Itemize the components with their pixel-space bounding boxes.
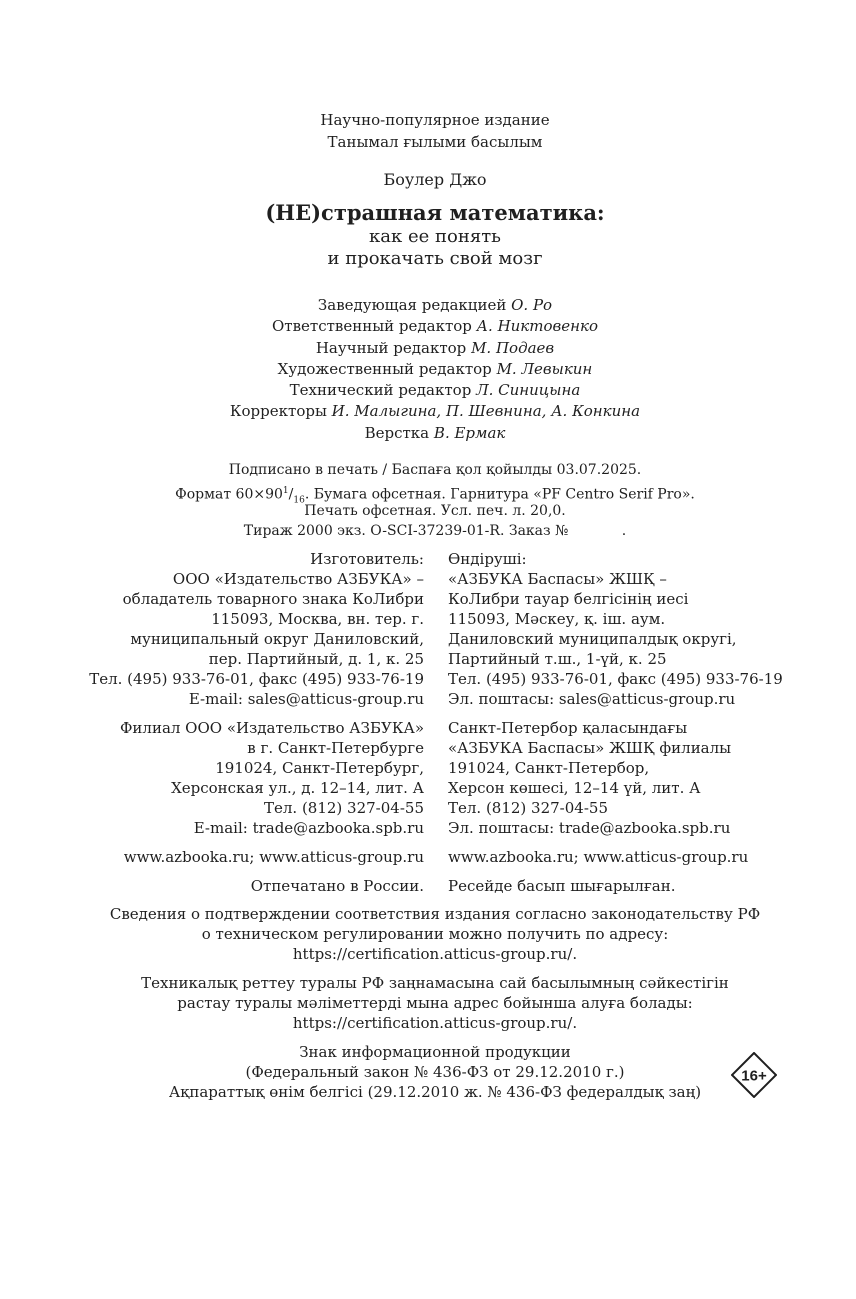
credit-line: Верстка В. Ермак bbox=[364, 424, 506, 442]
cert-ru-line: о техническом регулировании можно получить по адресу: bbox=[201, 925, 669, 943]
printed-in-kz: Ресейде басып шығарылған. bbox=[448, 877, 676, 895]
branch-ru-line: в г. Санкт-Петербурге bbox=[247, 739, 424, 757]
branch-kz-line: Эл. поштасы: trade@azbooka.spb.ru bbox=[448, 819, 731, 837]
manufacturer-ru-line: Тел. (495) 933-76-01, факс (495) 933-76-19 bbox=[89, 670, 424, 688]
manufacturer-kz-line: «АЗБУКА Баспасы» ЖШҚ – bbox=[448, 570, 667, 588]
manufacturer-kz-line: 115093, Мәскеу, қ. іш. аум. bbox=[448, 610, 666, 628]
branch-kz-line: Херсон көшесі, 12–14 үй, лит. А bbox=[448, 779, 701, 797]
credit-line: Ответственный редактор А. Никтовенко bbox=[271, 317, 598, 335]
info-mark-line: Ақпараттық өнім белгісі (29.12.2010 ж. № 436-ФЗ федералдық заң) bbox=[168, 1083, 702, 1101]
printed-in-ru: Отпечатано в России. bbox=[250, 877, 424, 895]
manufacturer-kz-line: Партийный т.ш., 1-үй, к. 25 bbox=[448, 650, 667, 668]
manufacturer-ru-line: обладатель товарного знака КоЛибри bbox=[122, 590, 424, 608]
edition-kind-kz: Танымал ғылыми басылым bbox=[327, 133, 543, 151]
branch-ru-line: Тел. (812) 327-04-55 bbox=[264, 799, 424, 817]
cert-kz-line: Техникалық реттеу туралы РФ заңнамасына сай басылымның сәйкестігін bbox=[141, 974, 729, 992]
branch-kz-line: 191024, Санкт-Петербор, bbox=[448, 759, 650, 777]
manufacturer-ru-line: ООО «Издательство АЗБУКА» – bbox=[172, 570, 424, 588]
book-subtitle-1: как ее понять bbox=[369, 226, 501, 247]
website-ru: www.azbooka.ru; www.atticus-group.ru bbox=[123, 848, 424, 866]
credit-line: Художественный редактор М. Левыкин bbox=[277, 360, 593, 378]
manufacturer-ru-line: пер. Партийный, д. 1, к. 25 bbox=[208, 650, 424, 668]
manufacturer-ru-line: E-mail: sales@atticus-group.ru bbox=[188, 690, 424, 708]
manufacturer-kz-line: Даниловский муниципалдық округі, bbox=[448, 630, 737, 648]
website-kz: www.azbooka.ru; www.atticus-group.ru bbox=[448, 848, 749, 866]
credit-line: Корректоры И. Малыгина, П. Шевнина, А. Конкина bbox=[229, 402, 641, 420]
age-rating-diamond-icon bbox=[731, 1052, 777, 1098]
branch-ru-line: 191024, Санкт-Петербург, bbox=[215, 759, 424, 777]
manufacturer-ru-line: 115093, Москва, вн. тер. г. bbox=[211, 610, 424, 628]
manufacturer-kz-line: КоЛибри тауар белгісінің иесі bbox=[448, 590, 689, 608]
cert-kz-line: растау туралы мәліметтерді мына адрес бойынша алуға болады: bbox=[177, 994, 693, 1012]
manufacturer-kz-line: Өндіруші: bbox=[448, 550, 527, 568]
run-line: Тираж 2000 экз. O-SCI-37239-01-R. Заказ № . bbox=[243, 523, 627, 539]
format-line: Формат $60\times 90^1/_{16}$. Бумага офсетная. Гарнитура «PF Centro Serif Pro». bbox=[175, 486, 695, 506]
branch-kz-line: «АЗБУКА Баспасы» ЖШҚ филиалы bbox=[448, 739, 732, 757]
info-mark-line: (Федеральный закон № 436-ФЗ от 29.12.2010 г.) bbox=[245, 1063, 625, 1081]
credit-line: Заведующая редакцией О. Ро bbox=[317, 296, 553, 314]
manufacturer-ru-line: Изготовитель: bbox=[310, 550, 424, 568]
branch-ru-line: Филиал ООО «Издательство АЗБУКА» bbox=[119, 719, 424, 737]
signed-date: Подписано в печать / Баспаға қол қойылды 03.07.2025. bbox=[228, 462, 642, 478]
printing-line: Печать офсетная. Усл. печ. л. 20,0. bbox=[304, 503, 566, 519]
age-rating-text: 16+ bbox=[741, 1067, 767, 1085]
branch-kz-line: Санкт-Петербор қаласындағы bbox=[448, 719, 688, 737]
edition-kind-ru: Научно-популярное издание bbox=[320, 111, 550, 129]
credit-line: Технический редактор Л. Синицына bbox=[289, 381, 581, 399]
book-title: (НЕ)страшная математика: bbox=[265, 200, 605, 225]
book-subtitle-2: и прокачать свой мозг bbox=[327, 248, 543, 269]
branch-ru-line: E-mail: trade@azbooka.spb.ru bbox=[193, 819, 424, 837]
branch-kz-line: Тел. (812) 327-04-55 bbox=[448, 799, 608, 817]
credit-line: Научный редактор М. Подаев bbox=[315, 339, 555, 357]
age-rating-badge bbox=[731, 1052, 777, 1098]
author: Боулер Джо bbox=[383, 170, 487, 189]
cert-ru-line: Сведения о подтверждении соответствия издания согласно законодательству РФ bbox=[109, 905, 761, 923]
cert-ru-url: https://certification.atticus-group.ru/. bbox=[292, 945, 578, 963]
manufacturer-kz-line: Тел. (495) 933-76-01, факс (495) 933-76-19 bbox=[448, 670, 783, 688]
manufacturer-kz-line: Эл. поштасы: sales@atticus-group.ru bbox=[448, 690, 736, 708]
manufacturer-ru-line: муниципальный округ Даниловский, bbox=[130, 630, 424, 648]
info-mark-line: Знак информационной продукции bbox=[299, 1043, 571, 1061]
cert-kz-url: https://certification.atticus-group.ru/. bbox=[292, 1014, 578, 1032]
branch-ru-line: Херсонская ул., д. 12–14, лит. А bbox=[171, 779, 424, 797]
